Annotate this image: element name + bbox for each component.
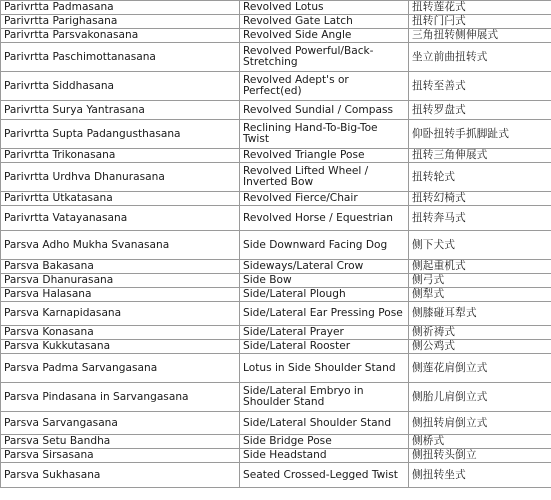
sanskrit-name-cell: Parivrtta Supta Padangusthasana (1, 120, 240, 149)
chinese-name-cell: 扭转至善式 (409, 72, 551, 101)
english-name-cell: Side/Lateral Ear Pressing Pose (240, 302, 409, 326)
sanskrit-name-cell: Parivrtta Vatayanasana (1, 206, 240, 231)
table-row (1, 192, 551, 206)
table-row (1, 274, 551, 288)
english-name-cell: Revolved Side Angle (240, 29, 409, 43)
sanskrit-name-cell: Parsva Karnapidasana (1, 302, 240, 326)
sanskrit-name-cell: Parsva Sukhasana (1, 463, 240, 488)
chinese-name-cell: 侧桥式 (409, 435, 551, 449)
chinese-name-cell: 侧膝碰耳犁式 (409, 302, 551, 326)
table-row (1, 163, 551, 192)
chinese-name-cell: 侧起重机式 (409, 260, 551, 274)
sanskrit-name-cell: Parivrtta Surya Yantrasana (1, 101, 240, 120)
english-name-cell: Revolved Triangle Pose (240, 149, 409, 163)
sanskrit-name-cell: Parsva Dhanurasana (1, 274, 240, 288)
chinese-name-cell: 扭转幻椅式 (409, 192, 551, 206)
sanskrit-name-cell: Parivrtta Siddhasana (1, 72, 240, 101)
table-row (1, 260, 551, 274)
table-row (1, 463, 551, 488)
sanskrit-name-cell: Parivrtta Parighasana (1, 15, 240, 29)
table-row (1, 383, 551, 412)
chinese-name-cell: 侧莲花肩倒立式 (409, 354, 551, 383)
english-name-cell: Revolved Sundial / Compass (240, 101, 409, 120)
sanskrit-name-cell: Parivrtta Urdhva Dhanurasana (1, 163, 240, 192)
sanskrit-name-cell: Parsva Sirsasana (1, 449, 240, 463)
chinese-name-cell: 扭转莲花式 (409, 1, 551, 15)
table-row (1, 101, 551, 120)
table-row (1, 15, 551, 29)
sanskrit-name-cell: Parsva Padma Sarvangasana (1, 354, 240, 383)
english-name-cell: Revolved Gate Latch (240, 15, 409, 29)
chinese-name-cell: 侧扭转肩倒立式 (409, 412, 551, 435)
pose-table-body (1, 1, 551, 488)
english-name-cell: Sideways/Lateral Crow (240, 260, 409, 274)
chinese-name-cell: 侧弓式 (409, 274, 551, 288)
chinese-name-cell: 侧犁式 (409, 288, 551, 302)
table-row (1, 206, 551, 231)
chinese-name-cell: 侧胎儿肩倒立式 (409, 383, 551, 412)
table-row (1, 449, 551, 463)
english-name-cell: Revolved Lifted Wheel / Inverted Bow (240, 163, 409, 192)
english-name-cell: Side Bow (240, 274, 409, 288)
chinese-name-cell: 侧扭转坐式 (409, 463, 551, 488)
english-name-cell: Reclining Hand-To-Big-Toe Twist (240, 120, 409, 149)
english-name-cell: Side/Lateral Rooster (240, 340, 409, 354)
table-row (1, 231, 551, 260)
english-name-cell: Side/Lateral Prayer (240, 326, 409, 340)
english-name-cell: Side/Lateral Embryo in Shoulder Stand (240, 383, 409, 412)
sanskrit-name-cell: Parsva Adho Mukha Svanasana (1, 231, 240, 260)
sanskrit-name-cell: Parivrtta Utkatasana (1, 192, 240, 206)
sanskrit-name-cell: Parsva Kukkutasana (1, 340, 240, 354)
english-name-cell: Side Headstand (240, 449, 409, 463)
chinese-name-cell: 侧下犬式 (409, 231, 551, 260)
sanskrit-name-cell: Parivrtta Trikonasana (1, 149, 240, 163)
english-name-cell: Revolved Powerful/Back-Stretching (240, 43, 409, 72)
english-name-cell: Revolved Lotus (240, 1, 409, 15)
chinese-name-cell: 仰卧扭转手抓脚趾式 (409, 120, 551, 149)
sanskrit-name-cell: Parsva Setu Bandha (1, 435, 240, 449)
table-row (1, 72, 551, 101)
english-name-cell: Revolved Adept's or Perfect(ed) (240, 72, 409, 101)
sanskrit-name-cell: Parivrtta Paschimottanasana (1, 43, 240, 72)
english-name-cell: Revolved Horse / Equestrian (240, 206, 409, 231)
chinese-name-cell: 扭转门闩式 (409, 15, 551, 29)
english-name-cell: Side/Lateral Shoulder Stand (240, 412, 409, 435)
sanskrit-name-cell: Parivrtta Padmasana (1, 1, 240, 15)
english-name-cell: Side/Lateral Plough (240, 288, 409, 302)
english-name-cell: Revolved Fierce/Chair (240, 192, 409, 206)
table-row (1, 340, 551, 354)
table-row (1, 412, 551, 435)
chinese-name-cell: 扭转奔马式 (409, 206, 551, 231)
english-name-cell: Seated Crossed-Legged Twist (240, 463, 409, 488)
chinese-name-cell: 侧公鸡式 (409, 340, 551, 354)
chinese-name-cell: 扭转轮式 (409, 163, 551, 192)
english-name-cell: Side Downward Facing Dog (240, 231, 409, 260)
sanskrit-name-cell: Parsva Bakasana (1, 260, 240, 274)
table-row (1, 354, 551, 383)
sanskrit-name-cell: Parsva Konasana (1, 326, 240, 340)
chinese-name-cell: 三角扭转侧伸展式 (409, 29, 551, 43)
table-row (1, 326, 551, 340)
chinese-name-cell: 侧扭转头倒立 (409, 449, 551, 463)
table-row (1, 43, 551, 72)
sanskrit-name-cell: Parsva Pindasana in Sarvangasana (1, 383, 240, 412)
chinese-name-cell: 侧祈祷式 (409, 326, 551, 340)
english-name-cell: Side Bridge Pose (240, 435, 409, 449)
sanskrit-name-cell: Parivrtta Parsvakonasana (1, 29, 240, 43)
sanskrit-name-cell: Parsva Halasana (1, 288, 240, 302)
table-row (1, 288, 551, 302)
table-row (1, 302, 551, 326)
table-row (1, 1, 551, 15)
chinese-name-cell: 扭转三角伸展式 (409, 149, 551, 163)
chinese-name-cell: 扭转罗盘式 (409, 101, 551, 120)
sanskrit-name-cell: Parsva Sarvangasana (1, 412, 240, 435)
english-name-cell: Lotus in Side Shoulder Stand (240, 354, 409, 383)
table-row (1, 435, 551, 449)
table-row (1, 120, 551, 149)
chinese-name-cell: 坐立前曲扭转式 (409, 43, 551, 72)
table-row (1, 149, 551, 163)
table-row (1, 29, 551, 43)
